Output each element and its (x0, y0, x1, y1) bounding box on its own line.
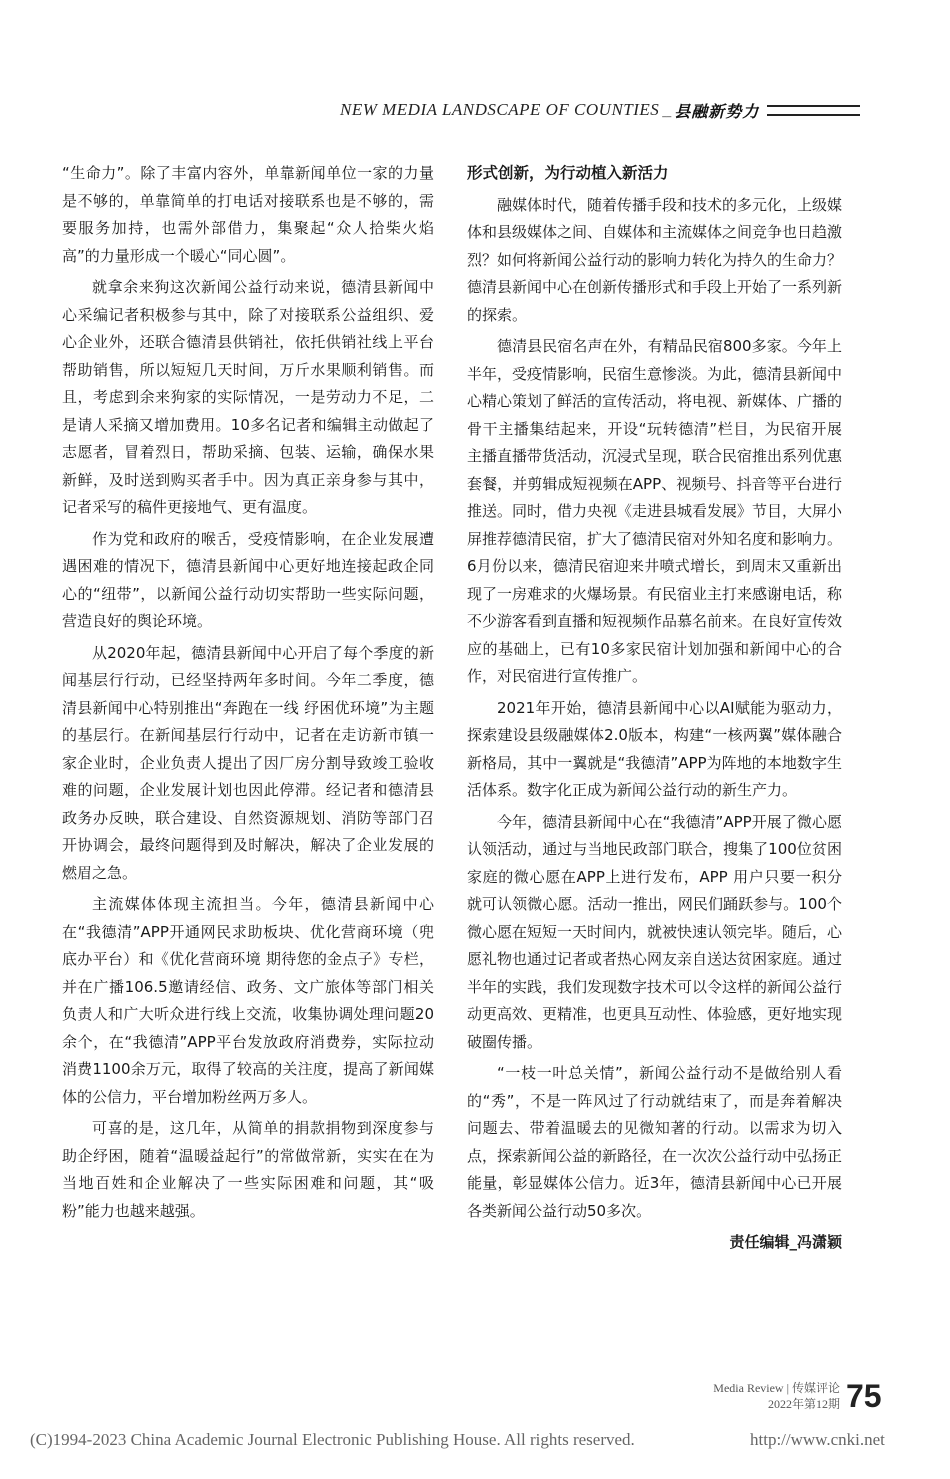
journal-footer (713, 1380, 840, 1412)
paragraph: 2021年开始，德清县新闻中心以AI赋能为驱动力，探索建设县级融媒体2.0版本，构建“一核两翼”媒体融合新格局，其中一翼就是“我德清”APP为阵地的本地数字生活体系。数字化正成为新闻公益行动的新生产力。 (467, 698, 842, 799)
copyright-line (30, 1430, 930, 1450)
paragraph: 今年，德清县新闻中心在“我德清”APP开展了微心愿认领活动，通过与当地民政部门联合，搜集了100位贫困家庭的微心愿在APP上进行发布，APP 用户只要一积分就可认领微心愿。活动一推出，网民们踊跃参与。100个微心愿在短短一天时间内，就被快速认领完毕。随后，心愿礼物也通过记者或者热心网友亲自送达贫困家庭。通过半年的实践，我们发现数字技术可以令这样的新闻公益行动更高效、更精准，也更具互动性、体验感，更好地实现破圈传播。 (467, 812, 843, 1051)
section-heading: 形式创新，为行动植入新活力 (467, 164, 669, 182)
paragraph: 德清县民宿名声在外，有精品民宿800多家。今年上半年，受疫情影响，民宿生意惨淡。为此，德清县新闻中心精心策划了鲜活的宣传活动，将电视、新媒体、广播的骨干主播集结起来，开设“玩转德清”栏目，为民宿开展主播直播带货活动，沉浸式呈现，联合民宿推出系列优惠套餐，并剪辑成短视频在APP、视频号、抖音等平台进行推送。同时，借力央视《走进县城看发展》节目，大屏小屏推荐德清民宿，扩大了德清民宿对外知名度和影响力。6月份以来，德清民宿迎来井喷式增长，到周末又重新出现了一房难求的火爆场景。有民宿业主打来感谢电话，称不少游客看到直播和短视频作品慕名前来。在良好宣传效应的基础上，已有10多家民宿计划加强和新闻中心的合作，对民宿进行宣传推广。 (467, 337, 843, 685)
responsible-editor: 责任编辑_冯潇颖 (729, 1233, 842, 1251)
paragraph: “生命力”。除了丰富内容外，单靠新闻单位一家的力量是不够的，单靠简单的打电话对接联系也是不够的，需要服务加持，也需外部借力，集聚起“众人拾柴火焰高”的力量形成一个暖心“同心圆”。 (62, 164, 434, 265)
paragraph: 从2020年起，德清县新闻中心开启了每个季度的新闻基层行行动，已经坚持两年多时间。今年二季度，德清县新闻中心特别推出“奔跑在一线 纾困优环境”为主题的基层行。在新闻基层行行动中，记者在走访新市镇一家企业时，企业负责人提出了因厂房分割导致竣工验收难的问题，企业发展计划也因此停滞。经记者和德清县政务办反映，联合建设、自然资源规划、消防等部门召开协调会，最终问题得到及时解决，解决了企业发展的燃眉之急。 (62, 643, 434, 882)
paragraph: 主流媒体体现主流担当。今年，德清县新闻中心在“我德清”APP开通网民求助板块、优化营商环境（兜底办平台）和《优化营商环境 期待您的金点子》专栏，并在广播106.5邀请经信、政务、文广旅体等部门相关负责人和广大听众进行线上交流，收集协调处理问题20余个，在“我德清”APP平台发放政府消费券，实际拉动消费1100余万元，取得了较高的关注度，提高了新闻媒体的公信力，平台增加粉丝两万多人。 (62, 895, 434, 1106)
copyright-text: (C)1994-2023 China Academic Journal Electronic Publishing House. All rights reserved. (30, 1430, 635, 1449)
paragraph: 可喜的是，这几年，从简单的捐款捐物到深度参与助企纾困，随着“温暖益起行”的常做常新，实实在在为当地百姓和企业解决了一些实际困难和问题，其“吸粉”能力也越来越强。 (62, 1119, 434, 1220)
header-title-en: NEW MEDIA LANDSCAPE OF COUNTIES (340, 100, 660, 119)
header-title-cn: 县融新势力 (674, 101, 760, 121)
right-column (467, 160, 842, 1257)
page-number: 75 (846, 1378, 882, 1414)
paragraph: 就拿余来狗这次新闻公益行动来说，德清县新闻中心采编记者积极参与其中，除了对接联系公益组织、爱心企业外，还联合德清县供销社，依托供销社线上平台帮助销售，所以短短几天时间，万斤水果顺利销售。而且，考虑到余来狗家的实际情况，一是劳动力不足，二是请人采摘又增加费用。10多名记者和编辑主动做起了志愿者，冒着烈日，帮助采摘、包装、运输，确保水果新鲜，及时送到购买者手中。因为真正亲身参与其中，记者采写的稿件更接地气、更有温度。 (62, 278, 434, 516)
paragraph: 作为党和政府的喉舌，受疫情影响，在企业发展遭遇困难的情况下，德清县新闻中心更好地连接起政企同心的“纽带”，以新闻公益行动切实帮助一些实际问题，营造良好的舆论环境。 (62, 529, 434, 630)
left-column (62, 160, 434, 1229)
issue-label: 2022年第12期 (767, 1397, 840, 1411)
running-header (340, 95, 860, 125)
cnki-link[interactable]: http://www.cnki.net (750, 1430, 885, 1449)
paragraph: 融媒体时代，随着传播手段和技术的多元化，上级媒体和县级媒体之间、自媒体和主流媒体之间竞争也日趋激烈？如何将新闻公益行动的影响力转化为持久的生命力？德清县新闻中心在创新传播形式和手段上开始了一系列新的探索。 (467, 195, 843, 324)
header-separator: __ (662, 108, 672, 118)
header-rule (767, 105, 860, 116)
journal-name: Media Review | 传媒评论 (713, 1381, 840, 1395)
paragraph: “一枝一叶总关情”，新闻公益行动不是做给别人看的“秀”，不是一阵风过了行动就结束了，而是奔着解决问题去、带着温暖去的见微知著的行动。以需求为切入点，探索新闻公益的新路径，在一次次公益行动中弘扬正能量，彰显媒体公信力。近3年，德清县新闻中心已开展各类新闻公益行动50多次。 (467, 1064, 843, 1220)
